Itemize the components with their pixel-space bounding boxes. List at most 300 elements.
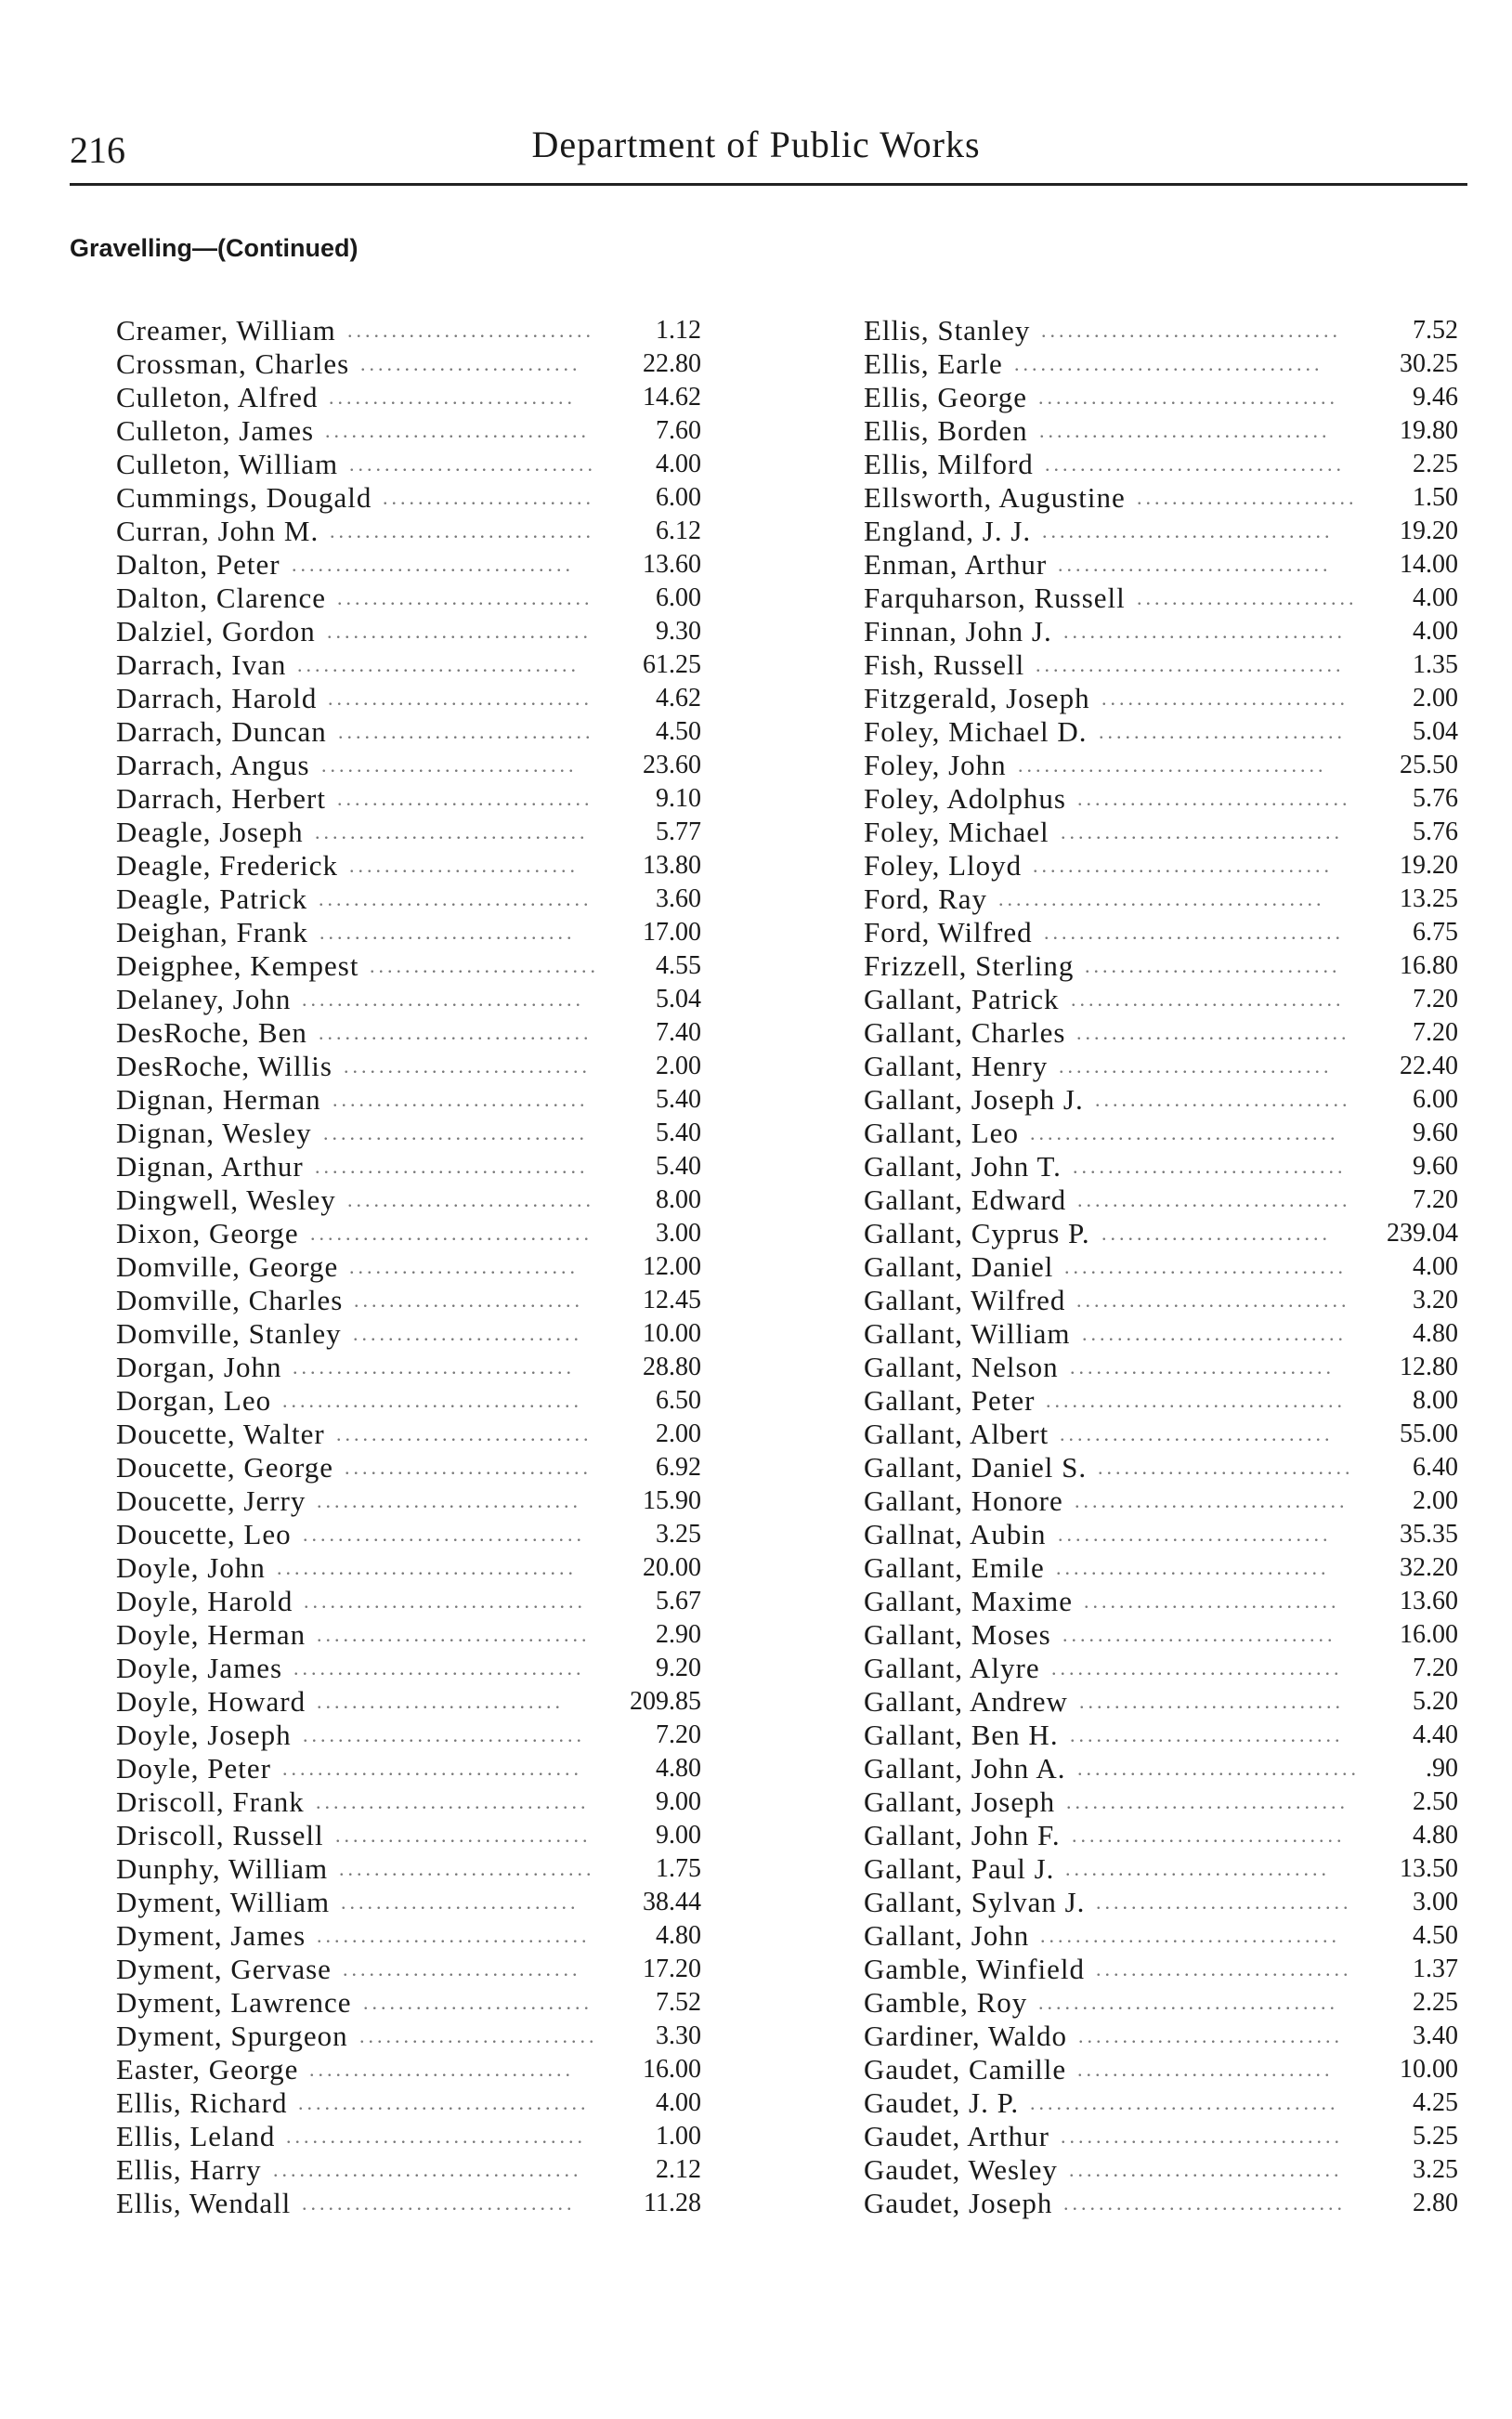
payee-name: Ellsworth, Augustine [864,481,1126,514]
list-item [116,448,701,481]
payment-amount: 22.40 [1400,1052,1458,1080]
list-item [864,1050,1458,1083]
dot-leader: .............................. [317,1489,581,1512]
payee-name: Gallant, Paul J. [864,1852,1055,1885]
dot-leader: ................................. [1042,519,1334,543]
payee-name: Fitzgerald, Joseph [864,682,1090,714]
payee-name: Darrach, Angus [116,749,310,781]
header-rule [70,183,1467,186]
payee-name: Ellis, Borden [864,414,1028,447]
payee-name: Doyle, Harold [116,1585,293,1617]
list-item [116,1150,701,1183]
list-item [864,1117,1458,1150]
payment-amount: 8.00 [656,1185,701,1214]
dot-leader: .............................. [327,620,592,643]
list-item [864,448,1458,481]
payment-amount: 3.30 [656,2021,701,2050]
payee-name: Dyment, Spurgeon [116,2020,348,2052]
dot-leader: ................................ [303,1523,585,1546]
payment-amount: 15.90 [643,1486,701,1515]
payment-amount: 16.00 [1400,1620,1458,1649]
list-item [116,1484,701,1518]
payee-name: Darrach, Harold [116,682,318,714]
dot-leader: ................................ [293,1355,575,1379]
dot-leader: .............................. [325,419,590,442]
dot-leader: ............................... [1077,787,1351,810]
list-item [864,1819,1458,1852]
payment-amount: 4.00 [1413,617,1458,646]
dot-leader: .................................. [1041,319,1341,342]
payee-name: Dalziel, Gordon [116,615,316,647]
payee-name: Dalton, Peter [116,548,280,581]
list-item [116,1852,701,1886]
list-item [864,1785,1458,1819]
list-item [116,1217,701,1250]
dot-leader: ............................... [319,887,593,910]
dot-leader: ............................. [335,1824,592,1847]
payment-amount: 2.90 [656,1620,701,1649]
dot-leader: ............................. [338,720,594,743]
payment-amount: 1.00 [656,2122,701,2151]
list-item [116,615,701,648]
payee-name: Domville, Stanley [116,1317,342,1350]
list-item [116,414,701,448]
list-item [116,1551,701,1585]
dot-leader: ............................. [332,1088,589,1111]
dot-leader: ................................ [1061,2125,1343,2148]
payment-amount: 19.80 [1400,416,1458,445]
dot-leader: ............................... [1073,1155,1347,1178]
list-item [864,1618,1458,1652]
payment-amount: 13.60 [1400,1587,1458,1615]
dot-leader: ............................ [1099,720,1346,743]
payment-amount: 5.40 [656,1152,701,1181]
payment-amount: 28.80 [643,1353,701,1381]
payment-amount: 14.62 [643,383,701,412]
payee-name: Enman, Arthur [864,548,1048,581]
payee-name: Gallant, Nelson [864,1351,1059,1383]
payment-amount: 5.40 [656,1118,701,1147]
payment-amount: 7.40 [656,1018,701,1047]
payment-amount: 4.40 [1413,1720,1458,1749]
dot-leader: .................................. [286,2125,586,2148]
payee-name: Gallant, John A. [864,1752,1066,1785]
list-item [864,1183,1458,1217]
list-item [116,849,701,883]
dot-leader: ................................. [298,2091,590,2114]
dot-leader: ................................... [273,2158,582,2181]
list-item [116,1016,701,1050]
payee-name: Culleton, William [116,448,339,480]
payment-amount: 9.20 [656,1654,701,1682]
payment-amount: 239.04 [1387,1219,1458,1248]
payee-name: Curran, John M. [116,515,319,547]
dot-leader: ................................ [1066,1790,1349,1813]
payment-amount: 3.25 [656,1520,701,1549]
dot-leader: .............................. [1079,1690,1344,1713]
payment-amount: 4.00 [1413,583,1458,612]
payee-name: Farquharson, Russell [864,582,1126,614]
dot-leader: .............................. [323,1121,588,1144]
payee-name: Doyle, Herman [116,1618,306,1651]
dot-leader: ................................ [297,653,580,676]
list-item [864,1886,1458,1919]
list-item [116,1418,701,1451]
dot-leader: ............................. [1084,1589,1340,1613]
list-item [864,2020,1458,2053]
payee-name: Doyle, John [116,1551,266,1584]
list-item [116,1652,701,1685]
payee-name: Culleton, Alfred [116,381,319,413]
list-item [116,1250,701,1284]
list-item [116,1284,701,1317]
dot-leader: ............................... [1076,1288,1350,1312]
payment-amount: 61.25 [643,650,701,679]
list-item [116,1986,701,2020]
dot-leader: ................................... [1014,352,1323,375]
payee-name: Dorgan, Leo [116,1384,272,1417]
payment-amount: 1.37 [1413,1955,1458,1983]
dot-leader: ............................. [1098,1456,1354,1479]
dot-leader: ................................ [292,553,574,576]
payment-amount: 9.00 [656,1821,701,1850]
payment-amount: 9.60 [1413,1152,1458,1181]
payment-amount: 4.00 [656,450,701,478]
payment-amount: 5.25 [1413,2122,1458,2151]
payment-amount: 5.04 [656,985,701,1013]
payee-name: Gallant, Cyprus P. [864,1217,1090,1249]
dot-leader: ............................... [1071,987,1345,1011]
payment-amount: 9.60 [1413,1118,1458,1147]
payment-amount: 209.85 [630,1687,701,1716]
list-item [864,481,1458,515]
list-item [864,1752,1458,1785]
payment-amount: 2.12 [656,2155,701,2184]
payment-amount: 5.20 [1413,1687,1458,1716]
dot-leader: .................................. [282,1389,582,1412]
list-item [116,1518,701,1551]
dot-leader: ................................. [1039,419,1331,442]
dot-leader: ............................... [1062,1623,1336,1646]
dot-leader: .................................. [277,1556,577,1579]
list-item [116,916,701,949]
payee-name: Deighan, Frank [116,916,308,948]
dot-leader: ............................... [1056,1556,1330,1579]
payee-name: Culleton, James [116,414,315,447]
payee-name: Fish, Russell [864,648,1025,681]
list-item [116,1953,701,1986]
payment-amount: 16.80 [1400,951,1458,980]
list-item [864,1317,1458,1351]
list-item [116,1451,701,1484]
payee-name: Deagle, Patrick [116,883,308,915]
payee-name: Ellis, Leland [116,2120,276,2152]
list-item [116,548,701,582]
list-item [116,1618,701,1652]
payment-amount: 10.00 [643,1319,701,1348]
list-item [116,1685,701,1719]
payment-amount: 19.20 [1400,851,1458,880]
payment-amount: 5.76 [1413,817,1458,846]
payee-name: Ellis, Stanley [864,314,1031,347]
list-item [116,749,701,782]
dot-leader: ............................... [315,1155,589,1178]
list-item [116,582,701,615]
list-item [864,782,1458,816]
list-item [864,1551,1458,1585]
dot-leader: ................................ [1063,620,1346,643]
payee-name: Gallant, Henry [864,1050,1049,1082]
payment-amount: 7.20 [656,1720,701,1749]
payee-name: Dignan, Arthur [116,1150,304,1183]
payee-name: Gallant, John F. [864,1819,1061,1851]
payee-name: Gallant, John T. [864,1150,1062,1183]
payment-amount: 6.50 [656,1386,701,1415]
list-item [116,715,701,749]
list-item [864,548,1458,582]
dot-leader: ........................... [341,1890,580,1914]
dot-leader: ............................... [1058,553,1332,576]
list-item [116,1719,701,1752]
dot-leader: .............................. [330,519,594,543]
dot-leader: ................................... [1030,2091,1339,2114]
dot-leader: .......................... [370,954,599,977]
payee-name: Creamer, William [116,314,336,347]
payment-amount: 1.35 [1413,650,1458,679]
list-item [116,2020,701,2053]
payment-amount: 6.12 [656,516,701,545]
dot-leader: ............................ [349,452,596,476]
payment-amount: 7.20 [1413,1018,1458,1047]
dot-leader: ............................... [317,1623,591,1646]
list-item [864,515,1458,548]
dot-leader: .............................. [1070,1355,1335,1379]
payment-amount: 19.20 [1400,516,1458,545]
dot-leader: ............................... [1076,1021,1350,1044]
dot-leader: ........................ [383,486,594,509]
payment-amount: 3.00 [1413,1888,1458,1916]
dot-leader: .............................. [1082,1322,1347,1345]
payment-amount: 13.25 [1400,884,1458,913]
list-item [864,1284,1458,1317]
payment-amount: 6.00 [656,483,701,512]
payment-amount: 13.60 [643,550,701,579]
list-item [116,1919,701,1953]
list-item [116,983,701,1016]
payment-amount: 4.80 [1413,1319,1458,1348]
dot-leader: ............................ [1101,686,1349,710]
payee-name: Dunphy, William [116,1852,329,1885]
payment-amount: 7.60 [656,416,701,445]
payee-name: Gallant, William [864,1317,1071,1350]
dot-leader: .......................... [354,1288,583,1312]
section-heading: Gravelling—(Continued) [70,234,358,262]
list-item [864,1953,1458,1986]
dot-leader: ................................ [1064,1255,1347,1278]
payment-amount: 4.50 [1413,1921,1458,1950]
list-item [116,883,701,916]
payee-name: Doyle, James [116,1652,283,1684]
payee-name: DesRoche, Willis [116,1050,332,1082]
payment-amount: 10.00 [1400,2055,1458,2084]
payee-name: Foley, Michael D. [864,715,1088,748]
payee-name: DesRoche, Ben [116,1016,307,1049]
dot-leader: ............................ [347,319,594,342]
dot-leader: ............................... [1072,1824,1346,1847]
payee-name: Gardiner, Waldo [864,2020,1068,2052]
payment-amount: 9.30 [656,617,701,646]
payment-amount: 9.10 [656,784,701,813]
dot-leader: ............................... [1060,1422,1334,1445]
dot-leader: ................................ [1061,820,1343,843]
payee-name: Finnan, John J. [864,615,1052,647]
payee-name: Ford, Ray [864,883,987,915]
dot-leader: ................................. [293,1656,585,1680]
list-item [864,849,1458,883]
left-column-list [116,314,701,2220]
list-item [864,1652,1458,1685]
payee-name: Deagle, Frederick [116,849,339,882]
list-item [864,883,1458,916]
list-item [116,782,701,816]
payee-name: Doyle, Howard [116,1685,306,1718]
list-item [864,816,1458,849]
list-item [116,314,701,347]
payment-amount: 7.20 [1413,985,1458,1013]
list-item [116,481,701,515]
payment-amount: 2.00 [1413,684,1458,713]
list-item [864,615,1458,648]
payee-name: Ellis, Wendall [116,2187,292,2219]
dot-leader: ............................... [319,1021,593,1044]
dot-leader: ................................ [1077,1757,1360,1780]
payment-amount: 2.25 [1413,1988,1458,2017]
payment-amount: 3.40 [1413,2021,1458,2050]
list-item [116,816,701,849]
payee-name: Easter, George [116,2053,299,2086]
dot-leader: .................................. [1045,452,1345,476]
dot-leader: ............................ [344,1054,591,1078]
dot-leader: ................................... [1030,1121,1339,1144]
dot-leader: ............................ [347,1188,594,1211]
payment-amount: 55.00 [1400,1419,1458,1448]
list-item [864,1150,1458,1183]
payee-name: Deigphee, Kempest [116,949,359,982]
payee-name: Gallant, Albert [864,1418,1049,1450]
payment-amount: 23.60 [643,751,701,779]
payment-amount: 38.44 [643,1888,701,1916]
payment-amount: 6.40 [1413,1453,1458,1482]
payee-name: Gallant, Honore [864,1484,1063,1517]
dot-leader: ............................ [329,386,576,409]
dot-leader: ............................. [336,1422,593,1445]
payee-name: Doyle, Joseph [116,1719,292,1751]
dot-leader: ............................. [1085,954,1341,977]
dot-leader: ............................... [317,1924,591,1947]
dot-leader: ................................ [310,1222,593,1245]
payment-amount: 2.25 [1413,450,1458,478]
list-item [116,1819,701,1852]
payment-amount: 5.04 [1413,717,1458,746]
payee-name: Delaney, John [116,983,292,1015]
payee-name: Dyment, Gervase [116,1953,332,1985]
payee-name: Doyle, Peter [116,1752,271,1785]
list-item [116,2187,701,2220]
list-item [116,515,701,548]
payment-amount: 4.50 [656,717,701,746]
payment-amount: 16.00 [643,2055,701,2084]
dot-leader: ................................ [304,1589,586,1613]
list-item [864,414,1458,448]
list-item [116,381,701,414]
payment-amount: 30.25 [1400,349,1458,378]
dot-leader: ............................... [1077,1188,1351,1211]
dot-leader: ..................................... [998,887,1325,910]
payee-name: Domville, Charles [116,1284,344,1316]
payment-amount: 17.20 [643,1955,701,1983]
payment-amount: 1.75 [656,1854,701,1883]
payment-amount: 17.00 [643,918,701,947]
list-item [864,1986,1458,2020]
payee-name: Dignan, Herman [116,1083,321,1116]
payee-name: Ellis, Milford [864,448,1034,480]
payment-amount: 7.20 [1413,1654,1458,1682]
payee-name: Ford, Wilfred [864,916,1033,948]
payee-name: Dixon, George [116,1217,299,1249]
list-item [864,1351,1458,1384]
payee-name: Gaudet, Joseph [864,2187,1053,2219]
payee-name: Gallant, Wilfred [864,1284,1066,1316]
payee-name: Domville, George [116,1250,339,1283]
list-item [116,2053,701,2086]
payee-name: Dalton, Clarence [116,582,327,614]
payee-name: Doucette, Leo [116,1518,292,1550]
list-item [864,1919,1458,1953]
list-item [116,1351,701,1384]
payee-name: Foley, Lloyd [864,849,1023,882]
payee-name: Gallant, Maxime [864,1585,1074,1617]
list-item [116,1317,701,1351]
payee-name: Cummings, Dougald [116,481,372,514]
dot-leader: .................................. [1038,1991,1338,2014]
payee-name: Gaudet, J. P. [864,2086,1020,2119]
payment-amount: 5.40 [656,1085,701,1114]
list-item [864,1217,1458,1250]
payee-name: Gaudet, Arthur [864,2120,1049,2152]
dot-leader: ............................. [1095,1088,1351,1111]
payment-amount: 1.12 [656,316,701,345]
payee-name: Gallant, Sylvan J. [864,1886,1086,1918]
list-item [116,1183,701,1217]
payee-name: Gamble, Roy [864,1986,1028,2019]
payment-amount: 3.60 [656,884,701,913]
payment-amount: 4.00 [656,2088,701,2117]
list-item [116,2086,701,2120]
payee-name: Ellis, Earle [864,347,1003,380]
payment-amount: 6.00 [1413,1085,1458,1114]
payment-amount: 11.28 [644,2189,701,2217]
dot-leader: ................................... [1036,653,1345,676]
list-item [864,949,1458,983]
payee-name: Doucette, George [116,1451,334,1484]
payee-name: Gallant, Andrew [864,1685,1068,1718]
payment-amount: 20.00 [643,1553,701,1582]
payee-name: Driscoll, Frank [116,1785,305,1818]
list-item [116,2153,701,2187]
payee-name: Ellis, Harry [116,2153,262,2186]
payee-name: Gallant, Edward [864,1183,1067,1216]
list-item [864,2086,1458,2120]
